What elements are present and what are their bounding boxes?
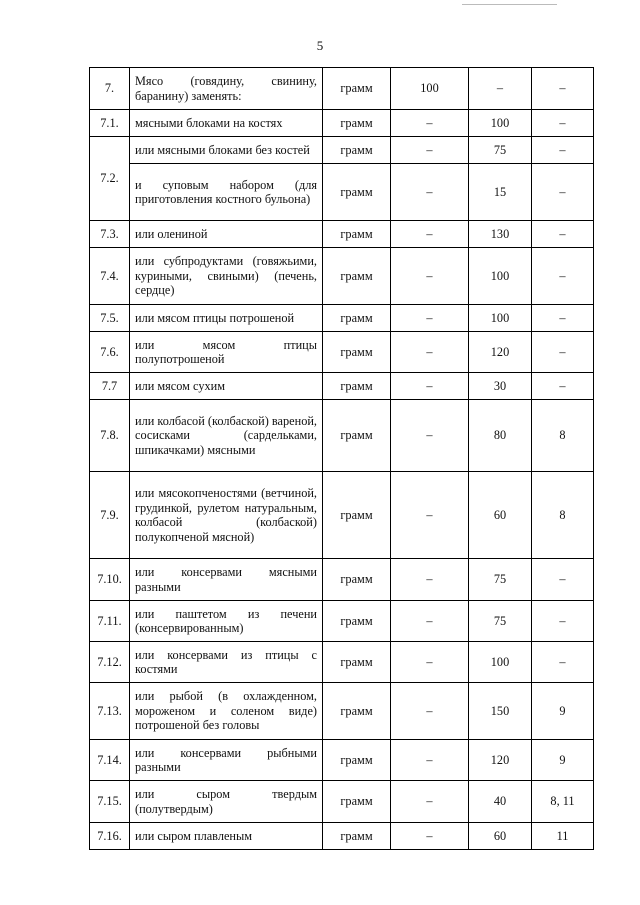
row-unit: грамм bbox=[323, 740, 391, 781]
row-description: или мясом птицы полупотрошеной bbox=[130, 332, 323, 373]
row-value-2: 120 bbox=[469, 740, 532, 781]
row-number: 7.14. bbox=[90, 740, 130, 781]
row-value-2: 100 bbox=[469, 248, 532, 305]
row-description: или колбасой (колбаской) вареной, сосисками (сардельками, шпикачками) мясными bbox=[130, 400, 323, 472]
row-number: 7.15. bbox=[90, 781, 130, 823]
row-description: или мясом птицы потрошеной bbox=[130, 305, 323, 332]
row-value-1: – bbox=[391, 781, 469, 823]
row-unit: грамм bbox=[323, 332, 391, 373]
row-value-2: 30 bbox=[469, 373, 532, 400]
row-value-3: 8 bbox=[532, 400, 594, 472]
row-number: 7.13. bbox=[90, 683, 130, 740]
row-value-2: 75 bbox=[469, 137, 532, 164]
row-value-2: 100 bbox=[469, 642, 532, 683]
row-unit: грамм bbox=[323, 472, 391, 559]
row-value-2: 75 bbox=[469, 559, 532, 601]
table-row bbox=[90, 823, 594, 850]
row-unit: грамм bbox=[323, 164, 391, 221]
row-number: 7.4. bbox=[90, 248, 130, 305]
row-value-1: – bbox=[391, 400, 469, 472]
row-value-3: – bbox=[532, 601, 594, 642]
row-number: 7.2. bbox=[90, 137, 130, 221]
row-description: или олениной bbox=[130, 221, 323, 248]
row-description: или мясокопченостями (ветчиной, грудинкой, рулетом натуральным, колбасой (колбаской) полукопченой мясной) bbox=[130, 472, 323, 559]
scan-artifact-line bbox=[462, 4, 557, 5]
row-value-2: – bbox=[469, 68, 532, 110]
row-value-3: – bbox=[532, 137, 594, 164]
row-description: и суповым набором (для приготовления костного бульона) bbox=[130, 164, 323, 221]
row-value-1: – bbox=[391, 559, 469, 601]
row-value-3: 9 bbox=[532, 740, 594, 781]
table-row bbox=[90, 373, 594, 400]
row-description: или рыбой (в охлажденном, мороженом и соленом виде) потрошеной без головы bbox=[130, 683, 323, 740]
row-description: мясными блоками на костях bbox=[130, 110, 323, 137]
row-unit: грамм bbox=[323, 305, 391, 332]
row-value-1: – bbox=[391, 601, 469, 642]
row-value-2: 120 bbox=[469, 332, 532, 373]
row-value-1: – bbox=[391, 472, 469, 559]
row-unit: грамм bbox=[323, 68, 391, 110]
row-description: или мясными блоками без костей bbox=[130, 137, 323, 164]
table-row bbox=[90, 137, 594, 164]
row-value-3: – bbox=[532, 221, 594, 248]
row-value-3: – bbox=[532, 68, 594, 110]
row-value-3: – bbox=[532, 642, 594, 683]
row-value-3: 8 bbox=[532, 472, 594, 559]
row-unit: грамм bbox=[323, 221, 391, 248]
row-value-3: – bbox=[532, 373, 594, 400]
row-number: 7.3. bbox=[90, 221, 130, 248]
row-number: 7.11. bbox=[90, 601, 130, 642]
row-number: 7.10. bbox=[90, 559, 130, 601]
row-number: 7.7 bbox=[90, 373, 130, 400]
row-value-2: 100 bbox=[469, 110, 532, 137]
row-number: 7.1. bbox=[90, 110, 130, 137]
row-value-1: – bbox=[391, 248, 469, 305]
row-value-3: – bbox=[532, 305, 594, 332]
row-value-1: – bbox=[391, 683, 469, 740]
row-unit: грамм bbox=[323, 248, 391, 305]
row-unit: грамм bbox=[323, 683, 391, 740]
row-value-3: 8, 11 bbox=[532, 781, 594, 823]
table-row bbox=[90, 683, 594, 740]
row-value-1: – bbox=[391, 221, 469, 248]
row-value-3: – bbox=[532, 248, 594, 305]
row-number: 7.9. bbox=[90, 472, 130, 559]
table-row bbox=[90, 332, 594, 373]
row-description: Мясо (говядину, свинину, баранину) заменять: bbox=[130, 68, 323, 110]
table-row bbox=[90, 164, 594, 221]
row-description: или мясом сухим bbox=[130, 373, 323, 400]
row-number: 7.5. bbox=[90, 305, 130, 332]
row-value-2: 80 bbox=[469, 400, 532, 472]
row-value-1: – bbox=[391, 332, 469, 373]
row-description: или субпродуктами (говяжьими, куриными, свиными) (печень, сердце) bbox=[130, 248, 323, 305]
page-number: 5 bbox=[316, 38, 324, 53]
row-unit: грамм bbox=[323, 781, 391, 823]
row-value-3: 11 bbox=[532, 823, 594, 850]
row-value-3: – bbox=[532, 332, 594, 373]
row-unit: грамм bbox=[323, 373, 391, 400]
row-value-1: – bbox=[391, 110, 469, 137]
row-unit: грамм bbox=[323, 137, 391, 164]
table-row bbox=[90, 400, 594, 472]
table-row bbox=[90, 601, 594, 642]
table-row bbox=[90, 559, 594, 601]
table-row bbox=[90, 305, 594, 332]
row-number: 7.16. bbox=[90, 823, 130, 850]
table-row bbox=[90, 68, 594, 110]
row-value-2: 150 bbox=[469, 683, 532, 740]
row-number: 7.6. bbox=[90, 332, 130, 373]
row-value-3: 9 bbox=[532, 683, 594, 740]
row-unit: грамм bbox=[323, 642, 391, 683]
row-value-2: 130 bbox=[469, 221, 532, 248]
row-description: или сыром плавленым bbox=[130, 823, 323, 850]
row-unit: грамм bbox=[323, 110, 391, 137]
table-row bbox=[90, 740, 594, 781]
row-description: или паштетом из печени (консервированным) bbox=[130, 601, 323, 642]
row-value-1: – bbox=[391, 137, 469, 164]
row-value-1: – bbox=[391, 305, 469, 332]
row-unit: грамм bbox=[323, 400, 391, 472]
row-value-2: 40 bbox=[469, 781, 532, 823]
row-unit: грамм bbox=[323, 823, 391, 850]
row-number: 7. bbox=[90, 68, 130, 110]
table-row bbox=[90, 781, 594, 823]
norms-table bbox=[89, 67, 594, 850]
table-row bbox=[90, 642, 594, 683]
row-value-2: 60 bbox=[469, 823, 532, 850]
row-unit: грамм bbox=[323, 601, 391, 642]
row-value-3: – bbox=[532, 559, 594, 601]
row-value-2: 15 bbox=[469, 164, 532, 221]
row-value-1: – bbox=[391, 373, 469, 400]
row-number: 7.8. bbox=[90, 400, 130, 472]
row-value-1: – bbox=[391, 642, 469, 683]
table-row bbox=[90, 110, 594, 137]
row-description: или сыром твердым (полутвердым) bbox=[130, 781, 323, 823]
row-description: или консервами рыбными разными bbox=[130, 740, 323, 781]
row-description: или консервами мясными разными bbox=[130, 559, 323, 601]
row-value-3: – bbox=[532, 110, 594, 137]
table-row bbox=[90, 248, 594, 305]
row-value-1: – bbox=[391, 740, 469, 781]
row-value-1: – bbox=[391, 164, 469, 221]
row-value-2: 100 bbox=[469, 305, 532, 332]
row-value-3: – bbox=[532, 164, 594, 221]
row-value-2: 60 bbox=[469, 472, 532, 559]
row-value-2: 75 bbox=[469, 601, 532, 642]
table-row bbox=[90, 472, 594, 559]
row-number: 7.12. bbox=[90, 642, 130, 683]
row-value-1: – bbox=[391, 823, 469, 850]
row-unit: грамм bbox=[323, 559, 391, 601]
row-description: или консервами из птицы с костями bbox=[130, 642, 323, 683]
table-row bbox=[90, 221, 594, 248]
row-value-1: 100 bbox=[391, 68, 469, 110]
